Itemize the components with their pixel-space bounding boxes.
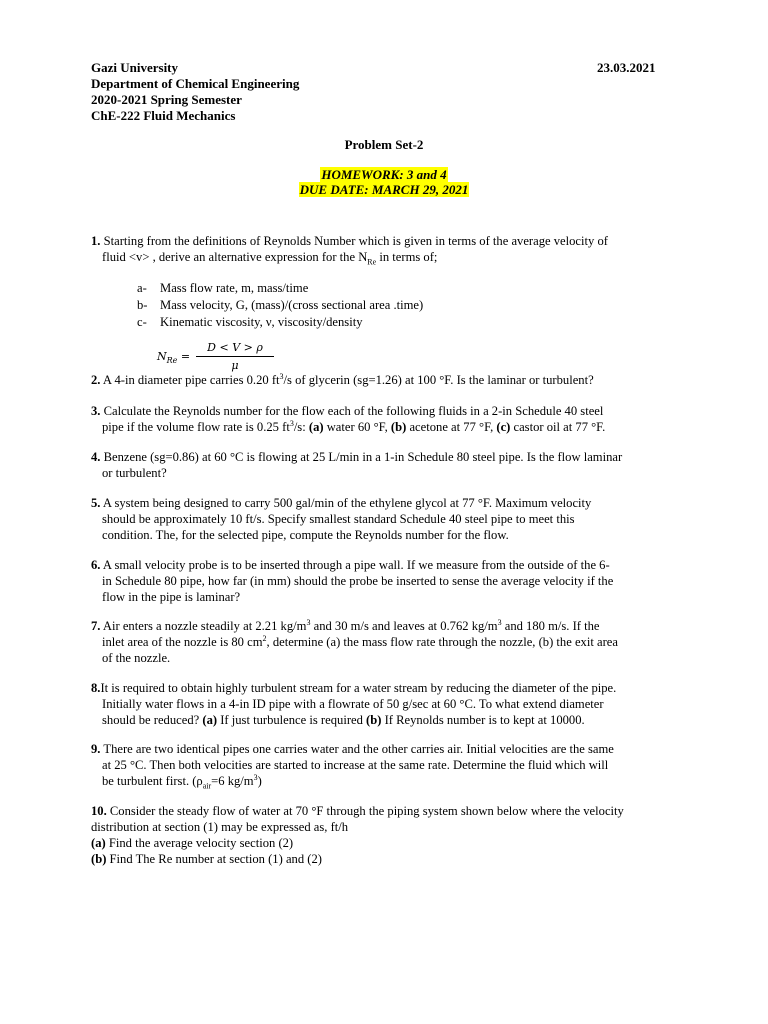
- university-name: Gazi University: [91, 60, 179, 75]
- subscript: Re: [367, 257, 377, 267]
- subitem-letter: b-: [137, 298, 148, 312]
- subitem-text: Mass velocity, G, (mass)/(cross sectional area .time): [160, 298, 424, 312]
- question-text: A 4-in diameter pipe carries 0.20 ft: [100, 373, 280, 387]
- question-text: Initially water flows in a 4-in ID pipe with a flowrate of 50 g/sec at 60 °C. To what extend diameter: [102, 697, 604, 711]
- question-text: Find the average velocity section (2): [105, 836, 294, 850]
- question-4: [91, 449, 677, 481]
- question-text: inlet area of the nozzle is 80 cm: [102, 635, 263, 649]
- question-text: Benzene (sg=0.86) at 60 °C is flowing at 25 L/min in a 1-in Schedule 80 steel pipe. Is the flow laminar: [100, 450, 623, 464]
- formula-symbol: N: [157, 350, 167, 363]
- homework-line: [0, 167, 768, 182]
- formula-denominator: μ: [231, 359, 239, 372]
- question-2: [91, 372, 677, 388]
- question-text: castor oil at 77 °F.: [510, 420, 606, 434]
- question-10: [91, 803, 677, 867]
- superscript: 3: [279, 371, 284, 381]
- question-number: 2.: [91, 373, 101, 387]
- superscript: 3: [289, 418, 294, 428]
- semester: 2020-2021 Spring Semester: [91, 92, 242, 107]
- part-label: (c): [496, 420, 511, 434]
- question-text: If Reynolds number is to kept at 10000.: [381, 713, 585, 727]
- question-text: and 30 m/s and leaves at 0.762 kg/m: [310, 619, 498, 633]
- document-date: 23.03.2021: [597, 60, 656, 75]
- subitem-letter: a-: [137, 281, 147, 295]
- question-number: 7.: [91, 619, 101, 633]
- q1-subitems: [137, 280, 423, 331]
- question-text: /s:: [293, 420, 309, 434]
- question-text: ): [257, 774, 262, 788]
- question-text: of the nozzle.: [102, 651, 171, 665]
- question-text: should be approximately 10 ft/s. Specify smallest standard Schedule 40 steel pipe to meet this: [102, 512, 575, 526]
- question-text: A small velocity probe is to be inserted through a pipe wall. If we measure from the outside of the 6-: [100, 558, 610, 572]
- question-text: fluid <v> , derive an alternative expression for the N: [102, 250, 368, 264]
- superscript: 3: [253, 772, 258, 782]
- question-8: [91, 680, 677, 728]
- formula-numerator: D < V > ρ: [196, 341, 274, 357]
- question-9: [91, 741, 677, 789]
- question-text: at 25 °C. Then both velocities are started to increase at the same rate. Determine the fluid which will: [102, 758, 609, 772]
- question-7: [91, 618, 677, 666]
- question-text: should be reduced?: [102, 713, 203, 727]
- question-number: 5.: [91, 496, 101, 510]
- homework-highlight: HOMEWORK: 3 and 4: [321, 167, 447, 182]
- question-text: Air enters a nozzle steadily at 2.21 kg/m: [100, 619, 307, 633]
- course-name: ChE-222 Fluid Mechanics: [91, 108, 236, 123]
- part-label: (a): [202, 713, 218, 727]
- subitem-text: Kinematic viscosity, ν, viscosity/density: [160, 315, 363, 329]
- subitem-letter: c-: [137, 315, 147, 329]
- question-text: Find The Re number at section (1) and (2): [106, 852, 322, 866]
- question-text: distribution at section (1) may be expressed as, ft/h: [91, 820, 349, 834]
- superscript: 3: [497, 617, 502, 627]
- question-number: 3.: [91, 404, 101, 418]
- due-date-line: [0, 182, 768, 197]
- question-3: [91, 403, 677, 435]
- subitem-a: [137, 280, 423, 297]
- question-text: Calculate the Reynolds number for the flow each of the following fluids in a 2-in Schedule 40 steel: [100, 404, 604, 418]
- page-title: Problem Set-2: [344, 137, 424, 152]
- formula-equals: =: [177, 350, 191, 363]
- subitem-text: Mass flow rate, m, mass/time: [160, 281, 309, 295]
- question-number: 4.: [91, 450, 101, 464]
- question-text: It is required to obtain highly turbulent stream for a water stream by reducing the diameter of the pipe.: [100, 681, 617, 695]
- question-number: 6.: [91, 558, 101, 572]
- part-label: (b): [91, 852, 107, 866]
- question-text: A system being designed to carry 500 gal/min of the ethylene glycol at 77 °F. Maximum velocity: [100, 496, 592, 510]
- question-text: Starting from the definitions of Reynolds Number which is given in terms of the average velocity of: [103, 234, 608, 248]
- due-date-highlight: DUE DATE: MARCH 29, 2021: [299, 182, 469, 197]
- question-text: =6 kg/m: [211, 774, 254, 788]
- question-number: 1.: [91, 234, 101, 248]
- question-text: be turbulent first. (ρ: [102, 774, 203, 788]
- question-6: [91, 557, 677, 605]
- question-5: [91, 495, 677, 543]
- question-text: If just turbulence is required: [217, 713, 367, 727]
- question-text: acetone at 77 °F,: [406, 420, 497, 434]
- subitem-b: [137, 297, 423, 314]
- question-number: 9.: [91, 742, 101, 756]
- question-text: There are two identical pipes one carries water and the other carries air. Initial velocities are the same: [100, 742, 614, 756]
- question-text: in Schedule 80 pipe, how far (in mm) should the probe be inserted to sense the average velocity if the: [102, 574, 614, 588]
- question-text: condition. The, for the selected pipe, compute the Reynolds number for the flow.: [102, 528, 509, 542]
- part-label: (b): [366, 713, 382, 727]
- question-text: pipe if the volume flow rate is 0.25 ft: [102, 420, 290, 434]
- question-text: in terms of;: [376, 250, 438, 264]
- superscript: 2: [262, 633, 267, 643]
- document-header: [91, 60, 299, 124]
- department-name: Department of Chemical Engineering: [91, 76, 300, 91]
- question-text: Consider the steady flow of water at 70 °F through the piping system shown below where the velocity: [106, 804, 624, 818]
- subscript: air: [202, 781, 212, 791]
- part-label: (b): [390, 420, 407, 434]
- question-text: and 180 m/s. If the: [501, 619, 600, 633]
- question-text: water 60 °F,: [323, 420, 391, 434]
- question-text: flow in the pipe is laminar?: [102, 590, 241, 604]
- question-text: /s of glycerin (sg=1.26) at 100 °F. Is the laminar or turbulent?: [283, 373, 594, 387]
- superscript: 3: [306, 617, 311, 627]
- formula-fraction: [196, 341, 274, 372]
- subscript: Re: [166, 356, 178, 366]
- part-label: (a): [91, 836, 106, 850]
- question-text: , determine (a) the mass flow rate through the nozzle, (b) the exit area: [266, 635, 618, 649]
- question-number: 8.: [91, 681, 101, 695]
- question-text: or turbulent?: [102, 466, 167, 480]
- part-label: (a): [308, 420, 324, 434]
- subitem-c: [137, 314, 423, 331]
- question-number: 10.: [91, 804, 107, 818]
- question-1: [91, 233, 677, 265]
- formula-lhs: [157, 350, 191, 366]
